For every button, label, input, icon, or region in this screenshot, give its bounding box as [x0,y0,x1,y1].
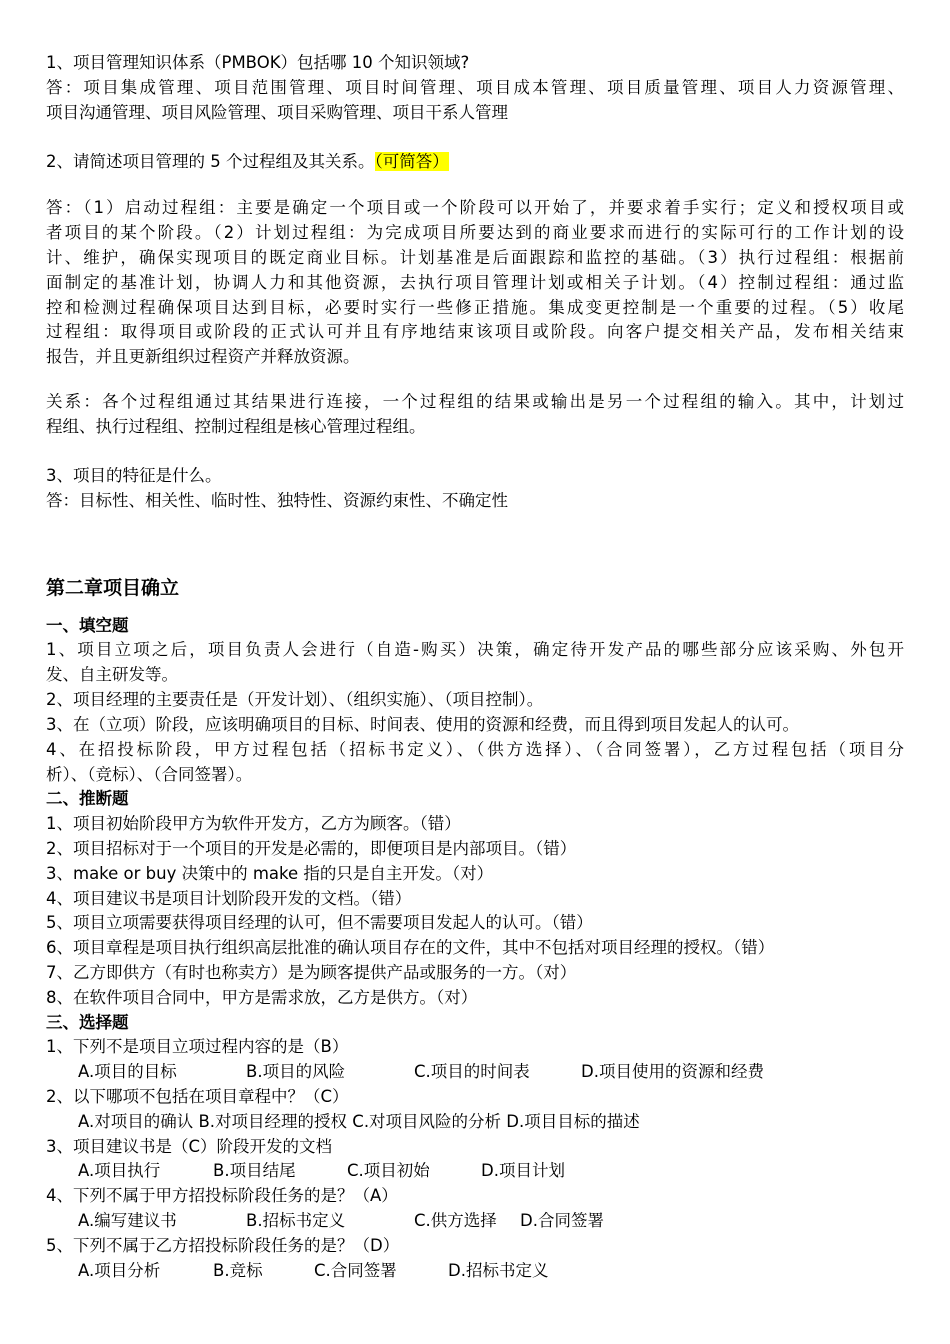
choice-question-2: 2、以下哪项不包括在项目章程中？（C） [46,1087,349,1106]
judge-line: 6、项目章程是项目执行组织高层批准的确认项目存在的文件，其中不包括对项目经理的授权。（错） [46,938,775,957]
choice-question-5: 5、下列不属于乙方招投标阶段任务的是？（D） [46,1236,400,1255]
answer-2-line: 答：（1）启动过程组：主要是确定一个项目或一个阶段可以开始了，并要求着手实行；定义和授权项目或 [46,198,904,217]
choice-option: A.编写建议书 [78,1211,177,1230]
judge-line: 8、在软件项目合同中，甲方是需求放，乙方是供方。（对） [46,988,478,1007]
relation-line: 程组、执行过程组、控制过程组是核心管理过程组。 [46,417,426,436]
judge-line: 3、make or buy 决策中的 make 指的只是自主开发。（对） [46,864,494,883]
question-2 [46,150,449,174]
choice-option: A.项目分析 [78,1261,161,1280]
fill-line: 2、项目经理的主要责任是（开发计划）、（组织实施）、（项目控制）。 [46,690,544,709]
choice-question-4: 4、下列不属于甲方招投标阶段任务的是？（A） [46,1186,398,1205]
chapter-title: 第二章项目确立 [46,577,180,599]
section-heading-fill: 一、填空题 [46,616,129,635]
section-heading-choice: 三、选择题 [46,1013,129,1032]
judge-line: 4、项目建议书是项目计划阶段开发的文档。（错） [46,889,412,908]
choice-option: B.招标书定义 [246,1211,346,1230]
fill-line: 1、项目立项之后，项目负责人会进行（自造-购买）决策，确定待开发产品的哪些部分应该采购、外包开 [46,640,904,659]
judge-line: 5、项目立项需要获得项目经理的认可，但不需要项目发起人的认可。（错） [46,913,593,932]
answer-2-line: 过程组：取得项目或阶段的正式认可并且有序地结束该项目或阶段。向客户提交相关产品，发布相关结束 [46,322,904,341]
choice-option: C.项目初始 [347,1161,430,1180]
answer-2-line: 面制定的基准计划，协调人力和其他资源，去执行项目管理计划或相关子计划。（4）控制过程组：通过监 [46,273,904,292]
choice-option: A.对项目的确认 B.对项目经理的授权 C.对项目风险的分析 D.项目目标的描述 [78,1112,640,1131]
relation-line: 关系：各个过程组通过其结果进行连接，一个过程组的结果或输出是另一个过程组的输入。其中，计划过 [46,392,904,411]
choice-option: A.项目的目标 [78,1062,177,1081]
answer-2-line: 控和检测过程确保项目达到目标，必要时实行一些修正措施。集成变更控制是一个重要的过程。（5）收尾 [46,298,904,317]
answer-2-line: 报告，并且更新组织过程资产并释放资源。 [46,347,360,366]
choice-question-3: 3、项目建议书是（C）阶段开发的文档 [46,1137,333,1156]
fill-line: 发、自主研发等。 [46,665,178,684]
judge-line: 7、乙方即供方（有时也称卖方）是为顾客提供产品或服务的一方。（对） [46,963,577,982]
choice-option: C.供方选择 [414,1211,497,1230]
choice-option: B.项目的风险 [246,1062,346,1081]
answer-2-line: 者项目的某个阶段。（2）计划过程组：为完成项目所要达到的商业要求而进行的实际可行的工作计划的设 [46,223,904,242]
judge-line: 1、项目初始阶段甲方为软件开发方，乙方为顾客。（错） [46,814,461,833]
answer-1-line-1: 答：项目集成管理、项目范围管理、项目时间管理、项目成本管理、项目质量管理、项目人力资源管理、 [46,78,904,97]
choice-question-1: 1、下列不是项目立项过程内容的是（B） [46,1037,349,1056]
fill-line: 4、在招投标阶段，甲方过程包括（招标书定义）、（供方选择）、（合同签署），乙方过程包括（项目分 [46,740,904,759]
choice-option: D.项目使用的资源和经费 [581,1062,764,1081]
choice-option: D.招标书定义 [448,1261,549,1280]
choice-option: C.项目的时间表 [414,1062,530,1081]
fill-line: 3、在（立项）阶段，应该明确项目的目标、时间表、使用的资源和经费，而且得到项目发起人的认可。 [46,715,799,734]
choice-option: B.项目结尾 [213,1161,296,1180]
section-heading-judge: 二、推断题 [46,789,129,808]
choice-option: A.项目执行 [78,1161,161,1180]
choice-option: D.项目计划 [481,1161,565,1180]
question-2-text: 2、请简述项目管理的 5 个过程组及其关系。 [46,152,375,171]
question-1: 1、项目管理知识体系（PMBOK）包括哪 10 个知识领域? [46,53,470,72]
question-3: 3、项目的特征是什么。 [46,466,222,485]
fill-line: 析）、（竞标）、（合同签署）。 [46,765,253,784]
choice-option: D.合同签署 [520,1211,604,1230]
choice-option: C.合同签署 [314,1261,397,1280]
choice-option: B.竞标 [213,1261,263,1280]
answer-3: 答：目标性、相关性、临时性、独特性、资源约束性、不确定性 [46,491,508,510]
judge-line: 2、项目招标对于一个项目的开发是必需的，即便项目是内部项目。（错） [46,839,577,858]
highlight-tag: （可简答） [374,152,449,171]
answer-2-line: 计、维护，确保实现项目的既定商业目标。计划基准是后面跟踪和监控的基础。（3）执行过程组：根据前 [46,248,904,267]
answer-1-line-2: 项目沟通管理、项目风险管理、项目采购管理、项目干系人管理 [46,103,508,122]
